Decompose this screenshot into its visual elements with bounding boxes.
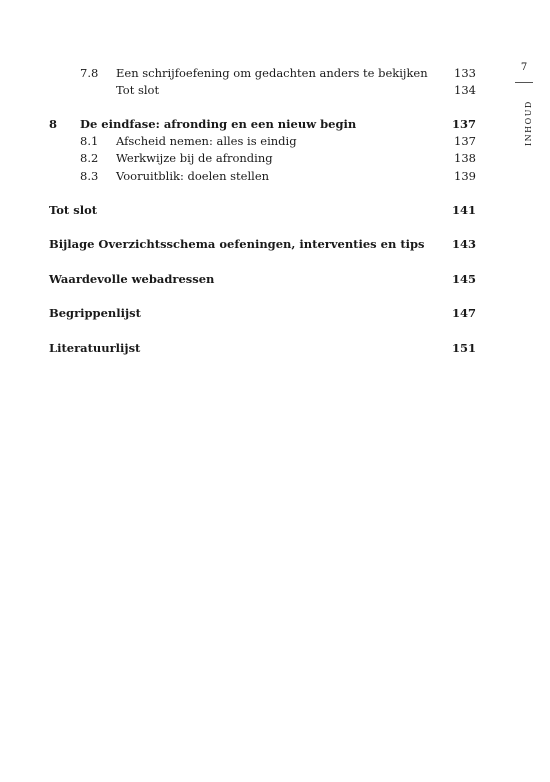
- page-reference: 139: [454, 169, 476, 183]
- section-name: INHOUD: [524, 100, 533, 146]
- header-rule: [515, 82, 533, 83]
- toc-top-entry: [0, 304, 550, 322]
- entry-title: Tot slot: [116, 83, 160, 97]
- entry-title: Vooruitblik: doelen stellen: [116, 169, 270, 183]
- chapter-title: De eindfase: afronding en een nieuw begin: [80, 117, 357, 131]
- toc-top-entry: [0, 201, 550, 219]
- page-number: 7: [520, 62, 528, 73]
- page-reference: 141: [451, 203, 476, 217]
- chapter-number: 8: [49, 117, 58, 131]
- page-reference: 133: [454, 66, 476, 80]
- page-reference: 147: [451, 306, 476, 320]
- section-number: 8.2: [80, 151, 99, 165]
- page-reference: 145: [451, 272, 476, 286]
- page-reference: 143: [451, 237, 476, 251]
- page-reference: 137: [454, 134, 476, 148]
- entry-title: Begrippenlijst: [49, 306, 141, 320]
- toc-entry: [0, 81, 550, 99]
- page-reference: 134: [454, 83, 476, 97]
- page-reference: 137: [451, 117, 476, 131]
- section-number: 8.1: [80, 134, 99, 148]
- toc-entry: [0, 149, 550, 167]
- entry-title: Een schrijfoefening om gedachten anders te bekijken: [116, 66, 428, 80]
- toc-top-entry: [0, 270, 550, 288]
- entry-title: Literatuurlijst: [49, 341, 141, 355]
- toc-top-entry: [0, 339, 550, 357]
- entry-title: Werkwijze bij de afronding: [116, 151, 273, 165]
- toc-chapter-entry: [0, 115, 550, 133]
- entry-title: Waardevolle webadressen: [49, 272, 215, 286]
- entry-title: Bijlage Overzichtsschema oefeningen, interventies en tips: [49, 237, 425, 251]
- page-reference: 151: [451, 341, 476, 355]
- page-reference: 138: [454, 151, 476, 165]
- toc-entry: [0, 167, 550, 185]
- toc-entry: [0, 64, 550, 82]
- entry-title: Afscheid nemen: alles is eindig: [116, 134, 297, 148]
- section-number: 7.8: [80, 66, 99, 80]
- toc-top-entry: [0, 235, 550, 253]
- entry-title: Tot slot: [49, 203, 98, 217]
- section-number: 8.3: [80, 169, 99, 183]
- toc-entry: [0, 132, 550, 150]
